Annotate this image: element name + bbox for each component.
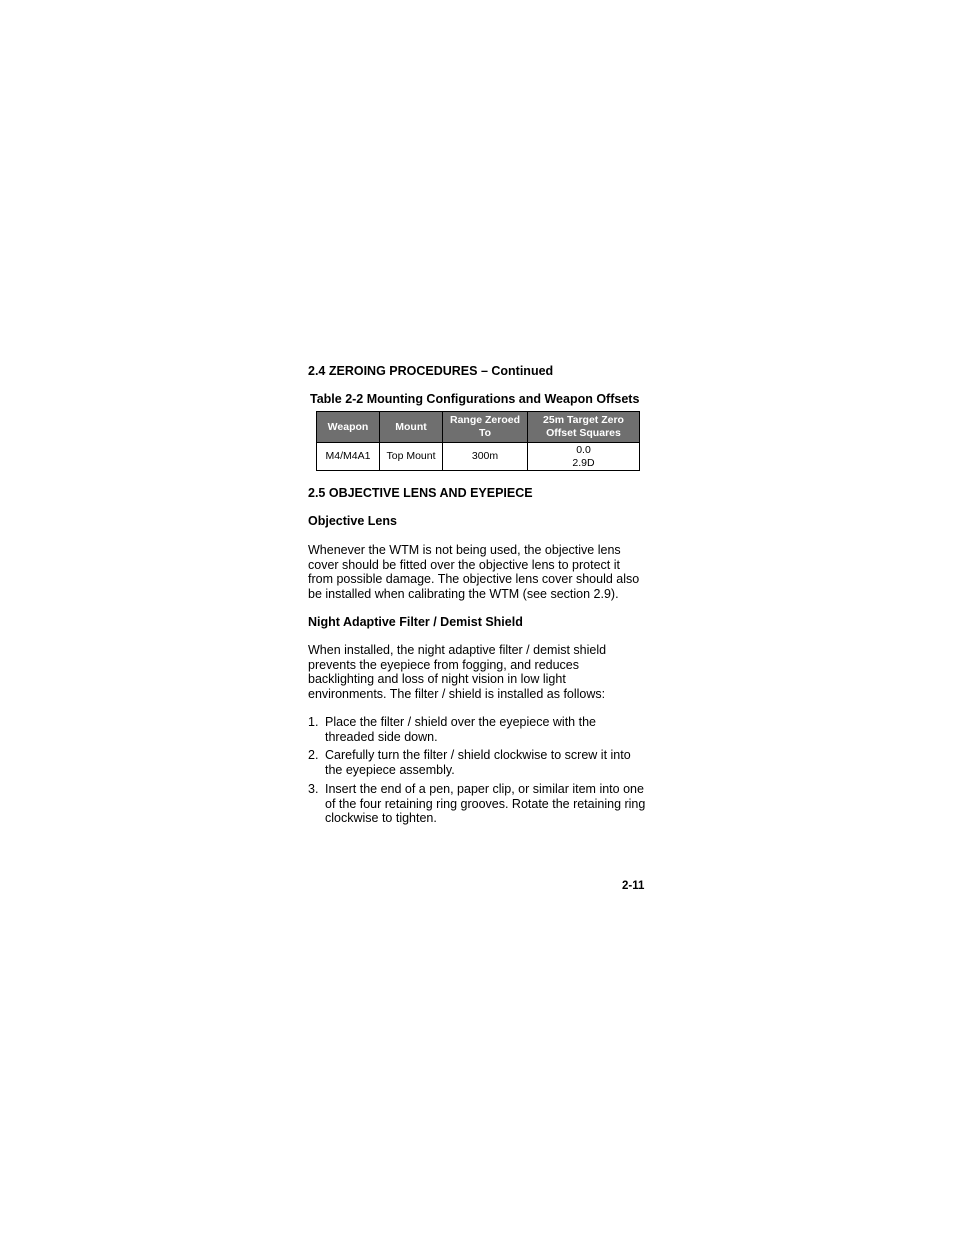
column-header-offset: 25m Target Zero Offset Squares: [528, 412, 640, 443]
paragraph-objective-lens: Whenever the WTM is not being used, the objective lens cover should be fitted over the objective lens to protect it from possible damage. The objective lens cover should also be installed when calibrating the WTM (see section 2.9).: [308, 543, 640, 601]
column-header-weapon: Weapon: [317, 412, 380, 443]
table-caption: Table 2-2 Mounting Configurations and Weapon Offsets: [310, 392, 640, 406]
mounting-configurations-table: [316, 411, 640, 471]
subheading-night-adaptive-filter: Night Adaptive Filter / Demist Shield: [308, 615, 523, 629]
table-header-row: [317, 412, 640, 443]
column-header-range: Range Zeroed To: [443, 412, 528, 443]
list-item-number: 3.: [308, 782, 319, 796]
page-number: 2-11: [622, 880, 645, 892]
cell-weapon: M4/M4A1: [317, 443, 380, 471]
section-heading-objective-lens-eyepiece: 2.5 OBJECTIVE LENS AND EYEPIECE: [308, 486, 533, 500]
list-item-text: Carefully turn the filter / shield clockwise to screw it into the eyepiece assembly.: [325, 748, 631, 777]
subheading-objective-lens: Objective Lens: [308, 514, 397, 528]
column-header-mount: Mount: [380, 412, 443, 443]
cell-range: 300m: [443, 443, 528, 471]
cell-offset-line2: 2.9D: [572, 456, 595, 469]
section-heading-zeroing: 2.4 ZEROING PROCEDURES – Continued: [308, 364, 554, 378]
list-item-number: 1.: [308, 715, 319, 729]
list-item-text: Place the filter / shield over the eyepiece with the threaded side down.: [325, 715, 596, 744]
list-item-number: 2.: [308, 748, 319, 762]
list-item-text: Insert the end of a pen, paper clip, or similar item into one of the four retaining ring grooves. Rotate the retaining ring clockwise to tighten.: [325, 782, 646, 825]
list-item: [308, 782, 646, 826]
cell-mount: Top Mount: [380, 443, 443, 471]
list-item: [308, 715, 608, 744]
paragraph-night-adaptive-filter: When installed, the night adaptive filter / demist shield prevents the eyepiece from fogging, and reduces backlighting and loss of night vision in low light environments. The filter / shield is installed as follows:: [308, 643, 607, 701]
cell-offset-line1: 0.0: [576, 443, 591, 456]
list-item: [308, 748, 638, 777]
cell-offset: [528, 443, 640, 471]
table-row: [317, 443, 640, 471]
